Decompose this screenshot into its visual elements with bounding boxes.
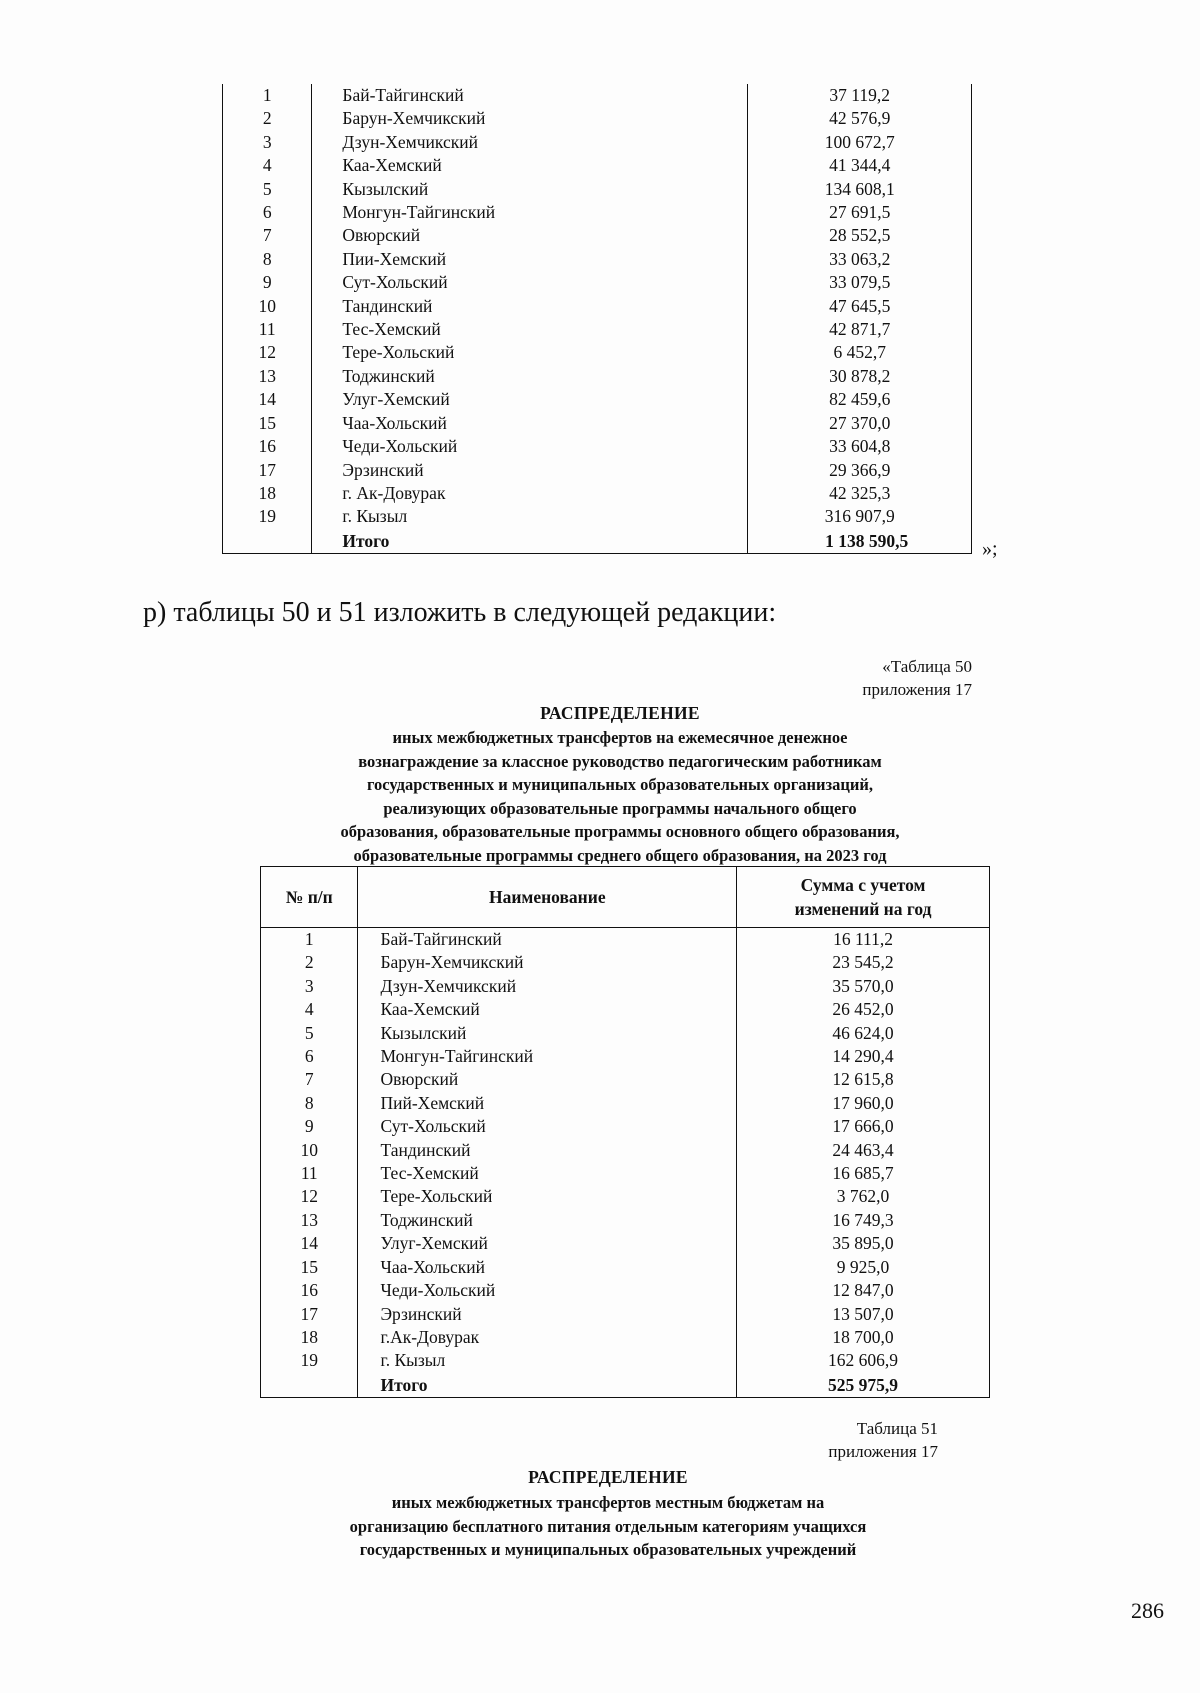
table51-subtitle <box>188 1491 1028 1562</box>
table-row <box>261 1256 990 1279</box>
row-number: 11 <box>261 1162 358 1185</box>
row-number: 19 <box>223 505 312 528</box>
table-row <box>223 459 972 482</box>
row-name: Тоджинский <box>358 1209 737 1232</box>
total-row <box>261 1373 990 1398</box>
table50-subtitle-line: реализующих образовательные программы начального общего <box>383 798 857 818</box>
row-number: 3 <box>223 131 312 154</box>
row-name: Бай-Тайгинский <box>312 84 748 107</box>
row-name: Улуг-Хемский <box>312 388 748 411</box>
header-name: Наименование <box>358 867 737 928</box>
row-value: 33 604,8 <box>748 435 972 458</box>
header-number: № п/п <box>261 867 358 928</box>
table-row <box>223 435 972 458</box>
table-row <box>261 1232 990 1255</box>
table-row <box>223 178 972 201</box>
row-name: Чаа-Хольский <box>358 1256 737 1279</box>
table-row <box>261 1326 990 1349</box>
row-name: Барун-Хемчикский <box>312 107 748 130</box>
row-number: 8 <box>261 1092 358 1115</box>
table50-subtitle-line: образования, образовательные программы основного общего образования, <box>340 822 900 841</box>
row-name: Дзун-Хемчикский <box>358 975 737 998</box>
header-sum <box>737 867 990 928</box>
table-row <box>223 505 972 528</box>
total-value: 1 138 590,5 <box>748 529 972 554</box>
table50-ref-line2: приложения 17 <box>862 680 972 699</box>
row-number: 4 <box>223 154 312 177</box>
table51-subtitle-line: иных межбюджетных трансфертов местным бюджетам на <box>391 1493 825 1512</box>
table-row <box>261 1279 990 1302</box>
amendment-instruction: р) таблицы 50 и 51 изложить в следующей редакции: <box>143 597 777 628</box>
table50-ref-line1: «Таблица 50 <box>882 657 972 676</box>
table51-title: РАСПРЕДЕЛЕНИЕ <box>528 1467 688 1487</box>
row-name: г. Кызыл <box>312 505 748 528</box>
row-number: 14 <box>261 1232 358 1255</box>
row-number: 7 <box>261 1068 358 1091</box>
row-value: 162 606,9 <box>737 1349 990 1372</box>
row-value: 14 290,4 <box>737 1045 990 1068</box>
total-number-cell <box>261 1373 358 1398</box>
row-value: 12 615,8 <box>737 1068 990 1091</box>
row-name: Кызылский <box>358 1022 737 1045</box>
row-name: Овюрский <box>312 224 748 247</box>
total-label: Итого <box>358 1373 737 1398</box>
table-row <box>223 295 972 318</box>
table-50-body <box>261 867 990 1398</box>
table51-reference <box>828 1417 938 1463</box>
table50-subtitle <box>200 726 1040 867</box>
row-number: 5 <box>223 178 312 201</box>
table-row <box>261 1092 990 1115</box>
table-row <box>261 998 990 1021</box>
row-number: 9 <box>261 1115 358 1138</box>
table-row <box>261 951 990 974</box>
row-name: Бай-Тайгинский <box>358 928 737 952</box>
total-value: 525 975,9 <box>737 1373 990 1398</box>
table-row <box>261 1068 990 1091</box>
header-sum-line2: изменений на год <box>794 899 932 919</box>
table50-title: РАСПРЕДЕЛЕНИЕ <box>540 703 700 723</box>
row-value: 42 325,3 <box>748 482 972 505</box>
row-number: 18 <box>261 1326 358 1349</box>
table51-subtitle-line: государственных и муниципальных образовательных учреждений <box>359 1540 857 1559</box>
row-name: Тес-Хемский <box>358 1162 737 1185</box>
row-value: 16 685,7 <box>737 1162 990 1185</box>
row-name: Монгун-Тайгинский <box>312 201 748 224</box>
row-number: 15 <box>261 1256 358 1279</box>
row-name: Дзун-Хемчикский <box>312 131 748 154</box>
table51-ref-line2: приложения 17 <box>828 1442 938 1461</box>
row-number: 18 <box>223 482 312 505</box>
row-number: 6 <box>223 201 312 224</box>
row-number: 17 <box>261 1303 358 1326</box>
table-row <box>223 412 972 435</box>
row-value: 24 463,4 <box>737 1139 990 1162</box>
row-value: 26 452,0 <box>737 998 990 1021</box>
row-value: 35 895,0 <box>737 1232 990 1255</box>
row-value: 42 871,7 <box>748 318 972 341</box>
row-number: 10 <box>261 1139 358 1162</box>
page-number: 286 <box>1131 1598 1164 1623</box>
table-row <box>261 1115 990 1138</box>
row-name: Тере-Хольский <box>358 1185 737 1208</box>
row-number: 5 <box>261 1022 358 1045</box>
previous-table <box>222 84 972 554</box>
row-name: Сут-Хольский <box>312 271 748 294</box>
table-row <box>261 1139 990 1162</box>
row-value: 13 507,0 <box>737 1303 990 1326</box>
row-value: 17 960,0 <box>737 1092 990 1115</box>
row-name: Каа-Хемский <box>358 998 737 1021</box>
table-row <box>223 482 972 505</box>
table-row <box>261 1185 990 1208</box>
table50-subtitle-line: иных межбюджетных трансфертов на ежемесячное денежное <box>392 728 848 747</box>
row-name: Эрзинский <box>312 459 748 482</box>
row-number: 13 <box>261 1209 358 1232</box>
row-name: Сут-Хольский <box>358 1115 737 1138</box>
table50-reference <box>862 655 972 701</box>
table-row <box>223 271 972 294</box>
row-value: 100 672,7 <box>748 131 972 154</box>
table-row <box>261 1303 990 1326</box>
row-value: 16 111,2 <box>737 928 990 952</box>
row-value: 28 552,5 <box>748 224 972 247</box>
table-row <box>223 154 972 177</box>
table51-ref-line1: Таблица 51 <box>856 1419 938 1438</box>
row-number: 8 <box>223 248 312 271</box>
row-name: Тоджинский <box>312 365 748 388</box>
table-row <box>223 388 972 411</box>
row-name: Тере-Хольский <box>312 341 748 364</box>
table-row <box>223 84 972 107</box>
row-number: 14 <box>223 388 312 411</box>
row-number: 2 <box>261 951 358 974</box>
table-row <box>223 107 972 130</box>
row-value: 18 700,0 <box>737 1326 990 1349</box>
row-number: 19 <box>261 1349 358 1372</box>
row-value: 27 691,5 <box>748 201 972 224</box>
row-number: 12 <box>223 341 312 364</box>
table-row <box>223 318 972 341</box>
row-number: 16 <box>261 1279 358 1302</box>
row-number: 15 <box>223 412 312 435</box>
row-number: 1 <box>261 928 358 952</box>
table-row <box>223 365 972 388</box>
row-value: 35 570,0 <box>737 975 990 998</box>
row-name: Улуг-Хемский <box>358 1232 737 1255</box>
table-row <box>261 1162 990 1185</box>
row-value: 30 878,2 <box>748 365 972 388</box>
row-number: 12 <box>261 1185 358 1208</box>
row-number: 11 <box>223 318 312 341</box>
row-name: Тандинский <box>358 1139 737 1162</box>
row-name: Монгун-Тайгинский <box>358 1045 737 1068</box>
row-name: Чеди-Хольский <box>358 1279 737 1302</box>
table-row <box>223 201 972 224</box>
table50-subtitle-line: государственных и муниципальных образовательных организаций, <box>366 775 874 794</box>
row-name: Чеди-Хольский <box>312 435 748 458</box>
row-value: 29 366,9 <box>748 459 972 482</box>
row-number: 17 <box>223 459 312 482</box>
row-value: 134 608,1 <box>748 178 972 201</box>
row-name: г. Кызыл <box>358 1349 737 1372</box>
table-row <box>223 131 972 154</box>
row-number: 10 <box>223 295 312 318</box>
row-value: 9 925,0 <box>737 1256 990 1279</box>
row-name: г. Ак-Довурак <box>312 482 748 505</box>
row-number: 9 <box>223 271 312 294</box>
row-number: 1 <box>223 84 312 107</box>
row-name: Эрзинский <box>358 1303 737 1326</box>
row-number: 4 <box>261 998 358 1021</box>
total-label: Итого <box>312 529 748 554</box>
row-name: Каа-Хемский <box>312 154 748 177</box>
row-value: 41 344,4 <box>748 154 972 177</box>
row-name: Барун-Хемчикский <box>358 951 737 974</box>
row-name: Тандинский <box>312 295 748 318</box>
row-value: 33 079,5 <box>748 271 972 294</box>
row-number: 6 <box>261 1045 358 1068</box>
table-row <box>261 975 990 998</box>
row-value: 23 545,2 <box>737 951 990 974</box>
row-value: 42 576,9 <box>748 107 972 130</box>
table50-subtitle-line: образовательные программы среднего общего образования, на 2023 год <box>353 845 887 865</box>
table-row <box>261 1022 990 1045</box>
row-value: 33 063,2 <box>748 248 972 271</box>
table-50 <box>260 866 990 1398</box>
table-row <box>261 1349 990 1372</box>
row-number: 7 <box>223 224 312 247</box>
table-row <box>261 928 990 952</box>
row-value: 82 459,6 <box>748 388 972 411</box>
row-value: 16 749,3 <box>737 1209 990 1232</box>
row-number: 3 <box>261 975 358 998</box>
table-row <box>261 1209 990 1232</box>
row-value: 316 907,9 <box>748 505 972 528</box>
total-row <box>223 529 972 554</box>
table-row <box>223 341 972 364</box>
row-value: 46 624,0 <box>737 1022 990 1045</box>
closing-quote-mark: »; <box>982 538 998 560</box>
row-number: 2 <box>223 107 312 130</box>
table-row <box>223 248 972 271</box>
row-name: Тес-Хемский <box>312 318 748 341</box>
total-number-cell <box>223 529 312 554</box>
row-name: Овюрский <box>358 1068 737 1091</box>
table-row <box>223 224 972 247</box>
row-number: 16 <box>223 435 312 458</box>
previous-table-body <box>223 84 972 553</box>
row-name: Кызылский <box>312 178 748 201</box>
table-row <box>261 1045 990 1068</box>
row-name: Чаа-Хольский <box>312 412 748 435</box>
row-name: Пии-Хемский <box>312 248 748 271</box>
header-sum-line1: Сумма с учетом <box>800 875 926 895</box>
table51-subtitle-line: организацию бесплатного питания отдельным категориям учащихся <box>349 1516 867 1536</box>
table50-subtitle-line: вознаграждение за классное руководство педагогическим работникам <box>358 751 882 771</box>
row-value: 6 452,7 <box>748 341 972 364</box>
row-name: г.Ак-Довурак <box>358 1326 737 1349</box>
table-header-row <box>261 867 990 928</box>
row-value: 47 645,5 <box>748 295 972 318</box>
row-value: 17 666,0 <box>737 1115 990 1138</box>
row-name: Пий-Хемский <box>358 1092 737 1115</box>
row-value: 37 119,2 <box>748 84 972 107</box>
row-number: 13 <box>223 365 312 388</box>
row-value: 12 847,0 <box>737 1279 990 1302</box>
row-value: 27 370,0 <box>748 412 972 435</box>
row-value: 3 762,0 <box>737 1185 990 1208</box>
